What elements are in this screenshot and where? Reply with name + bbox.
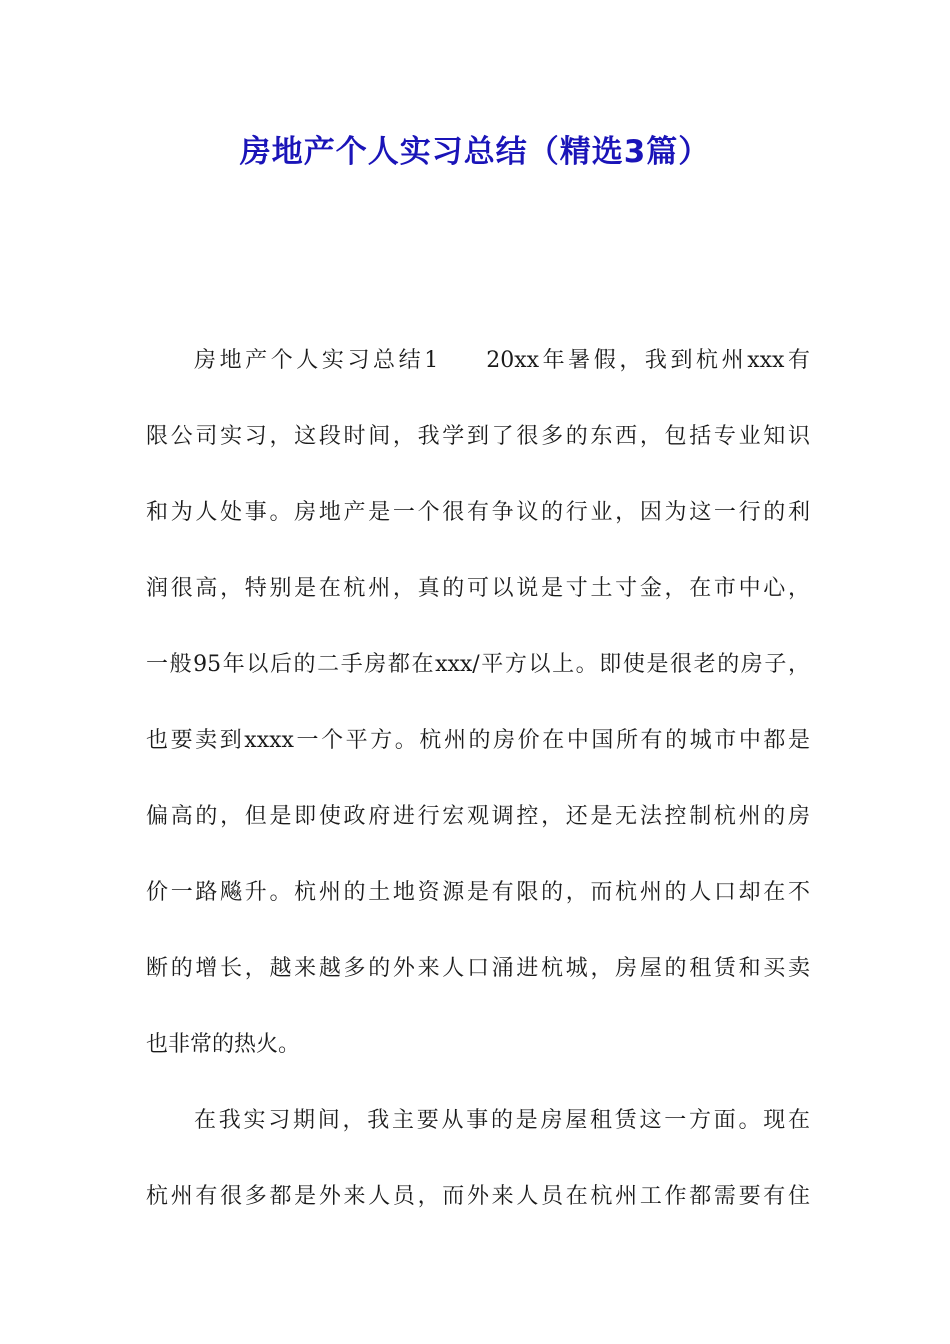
paragraph-line: 和为人处事。房地产是一个很有争议的行业，因为这一行的利 [146,500,810,525]
paragraph-line: 断的增长，越来越多的外来人口涌进杭城，房屋的租赁和买卖 [146,956,810,981]
paragraph-line: 也要卖到xxxx一个平方。杭州的房价在中国所有的城市中都是 [146,728,810,753]
paragraph-line: 杭州有很多都是外来人员，而外来人员在杭州工作都需要有住 [146,1184,810,1209]
line-text: 20xx年暑假，我到杭州xxx有 [486,348,811,373]
section-heading: 房地产个人实习总结1 [194,348,439,373]
paragraph-line: 价一路飚升。杭州的土地资源是有限的，而杭州的人口却在不 [146,880,810,905]
paragraph-line: 偏高的，但是即使政府进行宏观调控，还是无法控制杭州的房 [146,804,810,829]
paragraph-line: 润很高，特别是在杭州，真的可以说是寸土寸金，在市中心， [146,576,810,601]
paragraph-line: 限公司实习，这段时间，我学到了很多的东西，包括专业知识 [146,424,810,449]
paragraph-line: 一般95年以后的二手房都在xxx/平方以上。即使是很老的房子， [146,652,810,677]
document-body [146,336,810,1248]
paragraph-line: 在我实习期间，我主要从事的是房屋租赁这一方面。现在 [194,1108,810,1133]
document-title: 房地产个人实习总结（精选3篇） [239,134,711,170]
paragraph-line [146,336,810,412]
paragraph-line: 也非常的热火。 [146,1032,301,1057]
